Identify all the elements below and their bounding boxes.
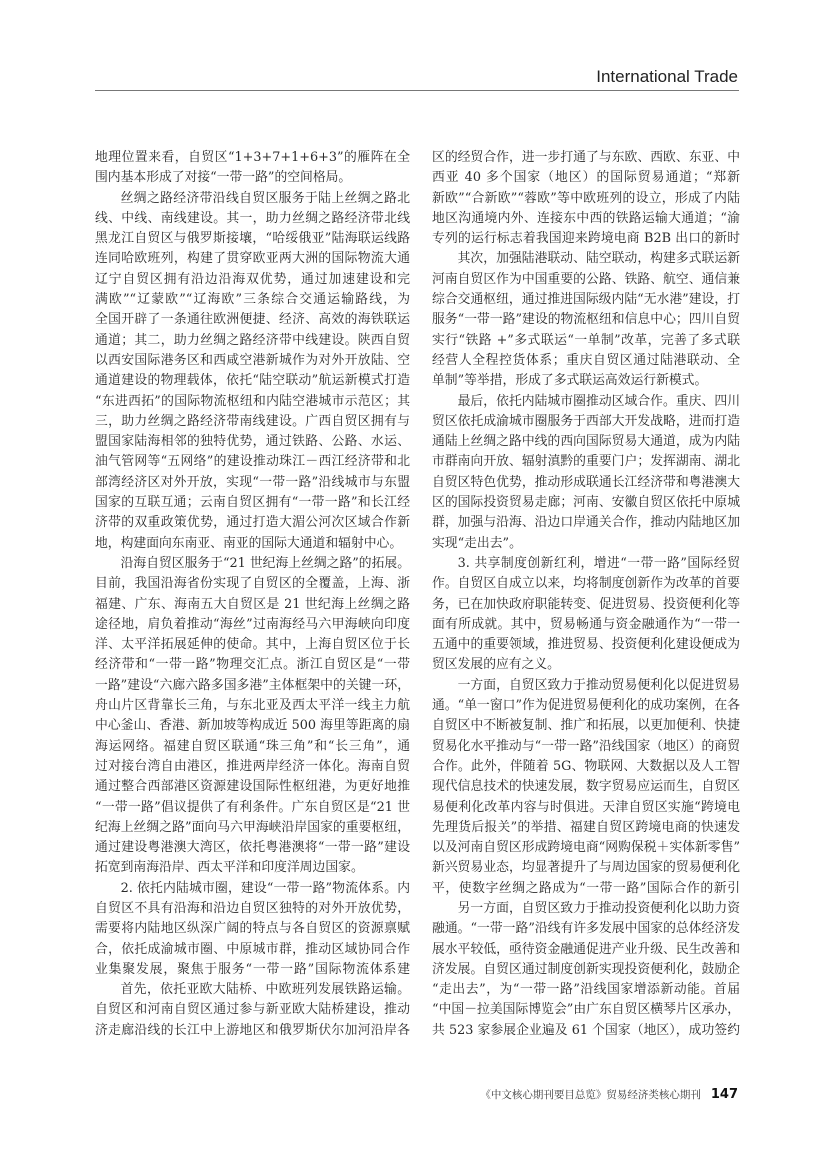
- text-line: 济发展。自贸区通过制度创新实现投资便利化，鼓励企: [432, 961, 740, 977]
- text-line: 中心釜山、香港、新加坡等构成近 500 海里等距离的扇: [95, 718, 410, 734]
- text-line: 单制”等举措，形成了多式联运高效运行新模式。: [432, 373, 708, 389]
- text-line: 沿海自贸区服务于“21 世纪海上丝绸之路”的拓展。: [120, 555, 410, 571]
- text-line: 服务“一带一路”建设的物流枢纽和信息中心；四川自贸: [432, 312, 740, 328]
- text-line: 展水平较低，亟待资金融通促进产业升级、民生改善和: [432, 941, 740, 957]
- text-line: 实现“走出去”。: [432, 535, 522, 551]
- text-line: 以西安国际港务区和西咸空港新城作为对外开放陆、空: [95, 352, 410, 368]
- text-line: 通过建设粤港澳大湾区，依托粤港澳将“一带一路”建设: [95, 840, 410, 856]
- text-line: 以及河南自贸区形成跨境电商“网购保税＋实体新零售”: [432, 840, 740, 856]
- text-line: 丝绸之路经济带沿线自贸区服务于陆上丝绸之路北: [120, 190, 410, 206]
- text-line: 通过整合西部港区资源建设国际性枢纽港，为更好地推: [95, 779, 410, 795]
- text-line: 经营人全程控货体系；重庆自贸区通过陆港联动、全: [432, 352, 740, 368]
- text-line: 另一方面，自贸区致力于推动投资便利化以助力资: [457, 900, 740, 916]
- paragraph: [432, 148, 740, 249]
- text-line: 贸区依托成渝城市圈服务于西部大开发战略，进而打造: [432, 413, 740, 429]
- right-column: [432, 148, 740, 1041]
- text-line: 融通。“一带一路”沿线有许多发展中国家的总体经济发: [432, 921, 740, 937]
- text-line: 最后，依托内陆城市圈推动区域合作。重庆、四川: [457, 393, 740, 409]
- text-line: 一路”建设“六廊六路多国多港”主体框架中的关键一环，: [95, 677, 410, 693]
- text-line: 贸易化水平推动与“一带一路”沿线国家（地区）的商贸: [432, 738, 740, 754]
- text-line: 一方面，自贸区致力于推动贸易便利化以促进贸易: [457, 677, 740, 693]
- text-line: 线、中线、南线建设。其一，助力丝绸之路经济带北线: [95, 210, 410, 226]
- text-line: 自贸区特色优势，推动形成联通长江经济带和粤港澳大: [432, 474, 740, 490]
- text-line: 地，构建面向东南亚、南亚的国际大通道和辐射中心。: [95, 535, 403, 551]
- text-line: 作。自贸区自成立以来，均将制度创新作为改革的首要: [432, 576, 740, 592]
- footer-journal-note: 《中文核心期刊要目总览》贸易经济类核心期刊: [480, 1089, 701, 1101]
- text-line: 舟山片区背靠长三角，与东北亚及西太平洋一线主力航: [95, 698, 410, 714]
- paragraph: [95, 879, 410, 980]
- text-line: 纪海上丝绸之路”面向马六甲海峡沿岸国家的重要枢纽，: [95, 819, 410, 835]
- text-line: 过对接台湾自由港区，推进两岸经济一体化。海南自贸: [95, 758, 410, 774]
- text-line: 区的经贸合作，进一步打通了与东欧、西欧、东亚、中: [432, 150, 740, 165]
- paragraph: [95, 980, 410, 1041]
- text-line: 部湾经济区对外开放，实现“一带一路”沿线城市与东盟: [95, 474, 410, 490]
- text-line: 地理位置来看，自贸区“1+3+7+1+6+3”的雁阵在全: [95, 150, 410, 165]
- text-line: 自贸区和河南自贸区通过参与新亚欧大陆桥建设，推动: [95, 1002, 410, 1018]
- text-line: 通陆上丝绸之路中线的西向国际贸易大通道，成为内陆: [432, 434, 740, 450]
- text-line: 拓宽到南海沿岸、西太平洋和印度洋周边国家。: [95, 860, 364, 876]
- text-line: 辽宁自贸区拥有沿边沿海双优势，通过加速建设和完: [95, 271, 410, 287]
- text-line: 济带的双重政策优势，通过打造大湄公河次区域合作新: [95, 515, 410, 531]
- text-line: 盟国家陆海相邻的独特优势，通过铁路、公路、水运、: [95, 434, 410, 450]
- text-line: 自贸区中不断被复制、推广和拓展，以更加便利、快捷: [432, 718, 740, 734]
- text-line: 区的国际投资贸易走廊；河南、安徽自贸区依托中原城: [432, 495, 740, 511]
- text-line: 2. 依托内陆城市圈，建设“一带一路”物流体系。内: [120, 880, 410, 896]
- text-line: 现代信息技术的快速发展，数字贸易应运而生，自贸区: [432, 779, 740, 795]
- text-line: “东进西拓”的国际物流枢纽和内陆空港城市示范区；其: [95, 393, 410, 409]
- text-line: 经济带和“一带一路”物理交汇点。浙江自贸区是“一带: [95, 657, 410, 673]
- text-line: 通道建设的物理载体，依托“陆空联动”航运新模式打造: [95, 373, 410, 389]
- text-line: 需要将内陆地区纵深广阔的特点与各自贸区的资源禀赋: [95, 921, 410, 937]
- text-line: 国家的互联互通；云南自贸区拥有“一带一路”和长江经: [95, 495, 410, 511]
- text-line: 实行“铁路 +”多式联运“一单制”改革，完善了多式联: [432, 332, 740, 348]
- running-header-title: International Trade: [596, 67, 738, 86]
- text-line: 易便利化改革内容与时俱进。天津自贸区实施“跨境电: [432, 799, 740, 815]
- text-line: 群，加强与沿海、沿边口岸通关合作，推动内陆地区加: [432, 515, 740, 531]
- text-line: 油气管网等“五网络”的建设推动珠江－西江经济带和北: [95, 454, 410, 470]
- text-line: “中国－拉美国际博览会”由广东自贸区横琴片区承办，: [432, 1002, 740, 1018]
- text-line: 业集聚发展，聚焦于服务“一带一路”国际物流体系建: [95, 961, 410, 977]
- page-number: 147: [710, 1087, 738, 1102]
- paragraph: [432, 899, 740, 1041]
- text-line: 合，依托成渝城市圈、中原城市群，推动区域协同合作: [95, 941, 410, 957]
- text-line: 连同哈欧班列，构建了贯穿欧亚两大洲的国际物流大通: [95, 251, 410, 267]
- text-line: 围内基本形成了对接“一带一路”的空间格局。: [95, 170, 352, 186]
- text-line: “一带一路”倡议提供了有利条件。广东自贸区是“21 世: [95, 799, 410, 815]
- text-line: 途径地，肩负着推动“海丝”过南海经马六甲海峡向印度: [95, 616, 410, 632]
- text-line: 面有所成就。其中，贸易畅通与资金融通作为“一带一: [432, 616, 740, 632]
- text-line: 通道；其二，助力丝绸之路经济带中线建设。陕西自贸: [95, 332, 410, 348]
- text-line: 河南自贸区作为中国重要的公路、铁路、航空、通信兼: [432, 271, 740, 287]
- text-line: 地区沟通境内外、连接东中西的铁路运输大通道；“渝: [432, 210, 740, 226]
- text-line: 首先，依托亚欧大陆桥、中欧班列发展铁路运输。: [120, 982, 410, 998]
- paragraph: [432, 554, 740, 676]
- text-line: 西亚 40 多个国家（地区）的国际贸易通道；“郑新: [432, 170, 740, 186]
- text-line: 共 523 家参展企业遍及 61 个国家（地区），成功签约: [432, 1022, 740, 1038]
- text-line: “走出去”，为“一带一路”沿线国家增添新动能。首届: [432, 982, 740, 998]
- text-line: 全国开辟了一条通往欧洲便捷、经济、高效的海铁联运: [95, 312, 410, 328]
- text-line: 通。“单一窗口”作为促进贸易便利化的成功案例，在各: [432, 698, 740, 714]
- text-line: 3. 共享制度创新红利，增进“一带一路”国际经贸: [457, 555, 740, 571]
- text-line: 专列的运行标志着我国迎来跨境电商 B2B 出口的新时: [432, 231, 740, 247]
- header-divider: [95, 90, 739, 91]
- text-line: 五通中的重要领域，推进贸易、投资便利化建设便成为: [432, 637, 740, 653]
- text-line: 黑龙江自贸区与俄罗斯接壤，“哈绥俄亚”陆海联运线路: [95, 231, 410, 247]
- paragraph: [432, 676, 740, 899]
- text-line: 新兴贸易业态，均显著提升了与周边国家的贸易便利化: [432, 860, 740, 876]
- text-line: 平，使数字丝绸之路成为“一带一路”国际合作的新引: [432, 880, 740, 896]
- paragraph: [95, 189, 410, 554]
- paragraph: [432, 249, 740, 391]
- paragraph: [432, 392, 740, 554]
- text-line: 济走廊沿线的长江中上游地区和俄罗斯伏尔加河沿岸各: [95, 1022, 410, 1038]
- text-line: 满欧”“辽蒙欧”“辽海欧”三条综合交通运输路线，为: [95, 292, 410, 308]
- text-line: 新欧”“合新欧”“蓉欧”等中欧班列的设立，形成了内陆: [432, 190, 740, 206]
- text-line: 综合交通枢纽，通过推进国际级内陆“无水港”建设，打: [432, 292, 740, 308]
- text-line: 自贸区不具有沿海和沿边自贸区独特的对外开放优势，: [95, 900, 410, 916]
- text-line: 先理货后报关”的举措、福建自贸区跨境电商的快速发: [432, 819, 740, 835]
- text-line: 目前，我国沿海省份实现了自贸区的全覆盖，上海、浙: [95, 576, 410, 592]
- text-line: 务，已在加快政府职能转变、促进贸易、投资便利化等: [432, 596, 740, 612]
- text-line: 合作。此外，伴随着 5G、物联网、大数据以及人工智: [432, 758, 740, 774]
- text-line: 海运网络。福建自贸区联通“珠三角”和“长三角”，通: [95, 738, 410, 754]
- left-column: [95, 148, 410, 1041]
- text-line: 洋、太平洋拓展延伸的使命。其中，上海自贸区位于长: [95, 637, 410, 653]
- paragraph: [95, 148, 410, 189]
- text-line: 福建、广东、海南五大自贸区是 21 世纪海上丝绸之路: [95, 596, 410, 612]
- page-footer: [480, 1087, 738, 1102]
- paragraph: [95, 554, 410, 879]
- text-line: 三，助力丝绸之路经济带南线建设。广西自贸区拥有与: [95, 413, 410, 429]
- text-line: 市群南向开放、辐射滇黔的重要门户；发挥湖南、湖北: [432, 454, 740, 470]
- text-line: 其次，加强陆港联动、陆空联动，构建多式联运新: [457, 251, 740, 267]
- text-line: 贸区发展的应有之义。: [432, 657, 560, 673]
